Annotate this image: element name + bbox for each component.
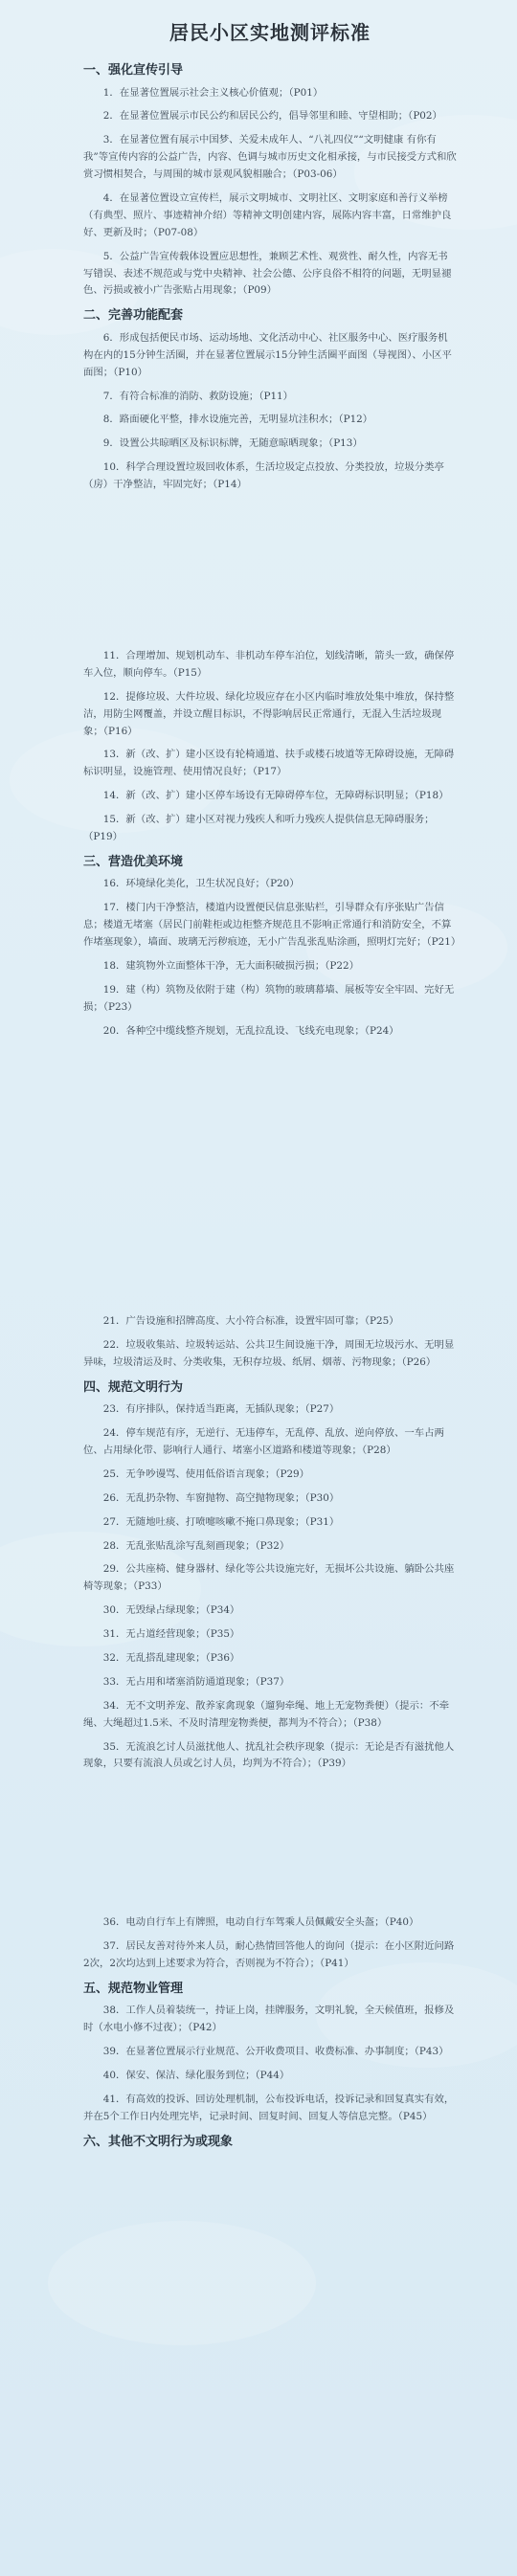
criterion-item: 30．无毁绿占绿现象；（P34） <box>102 1604 240 1617</box>
criterion-item: 8．路面硬化平整，排水设施完善，无明显坑洼积水；（P12） <box>102 414 373 426</box>
criterion-item: 12．提修垃圾、大件垃圾、绿化垃圾应存在小区内临时堆放处集中堆放，保持整洁，用防尘网覆盖，并设立醒目标识，不得影响居民正常通行，无混入生活垃圾现象；（P16） <box>83 690 455 737</box>
criterion-item: 27．无随地吐痰、打喷嚏咳嗽不掩口鼻现象；（P31） <box>102 1515 340 1528</box>
criterion-item: 39．在显著位置展示行业规范、公开收费项目、收费标准、办事制度；（P43） <box>102 2046 449 2057</box>
criterion-item: 40．保安、保洁、绿化服务到位；（P44） <box>102 2069 290 2081</box>
criterion-item: 29．公共座椅、健身器材、绿化等公共设施完好，无损坏公共设施、躺卧公共座椅等现象；（P33） <box>83 1563 455 1593</box>
criterion-item: 9．设置公共晾晒区及标识标牌，无随意晾晒现象；（P13） <box>102 437 363 450</box>
page-title: 居民小区实地测评标准 <box>169 21 371 44</box>
section-block-4 <box>83 1915 457 2156</box>
criterion-item: 26．无乱扔杂物、车窗抛物、高空抛物现象；（P30） <box>102 1491 340 1504</box>
section-heading: 三、营造优美环境 <box>83 854 184 869</box>
section-heading: 一、强化宣传引导 <box>83 63 184 78</box>
criterion-item: 31．无占道经营现象；（P35） <box>102 1628 240 1641</box>
criterion-item: 21．广告设施和招牌高度、大小符合标准，设置牢固可靠；（P25） <box>102 1315 399 1327</box>
criterion-item: 34．无不文明养宠、散养家禽现象（遛狗牵绳、地上无宠物粪便）（提示：不牵绳、大绳超过1.5米、不及时清理宠物粪便，都判为不符合）；（P38） <box>83 1699 450 1729</box>
section-heading: 四、规范文明行为 <box>83 1379 184 1395</box>
criterion-item: 37．居民友善对待外来人员，耐心热情回答他人的询问（提示：在小区附近问路2次，2次均达到上述要求为符合，否则视为不符合）；（P41） <box>83 1939 455 1969</box>
criterion-item: 18．建筑物外立面整体干净，无大面积破损污损；（P22） <box>102 960 360 973</box>
criterion-item: 38．工作人员着装统一，持证上岗，挂牌服务，文明礼貌，全天候值班，报修及时（水电小修不过夜）；（P42） <box>83 2005 455 2034</box>
criterion-item: 10．科学合理设置垃圾回收体系，生活垃圾定点投放、分类投放，垃圾分类亭（房）干净整洁，牢固完好；（P14） <box>83 461 444 491</box>
criterion-item: 16．环境绿化美化，卫生状况良好；（P20） <box>102 878 300 890</box>
section-block-2 <box>83 648 461 1047</box>
section-heading: 二、完善功能配套 <box>83 308 184 324</box>
criterion-item: 20．各种空中缆线整齐规划，无乱拉乱设、飞线充电现象；（P24） <box>102 1024 399 1037</box>
criterion-item: 6．形成包括便民市场、运动场地、文化活动中心、社区服务中心、医疗服务机构在内的15分钟生活圈，并在显著位置展示15分钟生活圈平面图（导视图）、小区平面图；（P10） <box>83 331 452 378</box>
criterion-item: 41．有高效的投诉、回访处理机制，公布投诉电话，投诉记录和回复真实有效，并在5个工作日内处理完毕，记录时间、回复时间、回复人等信息完整。（P45） <box>83 2093 455 2122</box>
section-heading: 五、规范物业管理 <box>83 1981 184 1996</box>
section-block-3 <box>83 1313 457 1780</box>
section-heading: 六、其他不文明行为或现象 <box>83 2134 234 2149</box>
criterion-item: 25．无争吵谩骂、使用低俗语言现象；（P29） <box>102 1467 310 1480</box>
decorative-cloud <box>48 2221 316 2345</box>
criterion-item: 11．合理增加、规划机动车、非机动车停车泊位，划线清晰，箭头一致，确保停车入位，顺向停车。（P15） <box>83 650 455 679</box>
criterion-item: 2．在显著位置展示市民公约和居民公约，倡导邻里和睦、守望相助；（P02） <box>102 110 442 123</box>
criterion-item: 14．新（改、扩）建小区停车场设有无障碍停车位，无障碍标识明显；（P18） <box>102 790 449 802</box>
criterion-item: 32．无乱搭乱建现象；（P36） <box>102 1652 240 1665</box>
section-block-1 <box>83 17 457 501</box>
criterion-item: 15．新（改、扩）建小区对视力残疾人和听力残疾人提供信息无障碍服务；（P19） <box>83 814 435 843</box>
criterion-item: 17．楼门内干净整洁，楼道内设置便民信息张贴栏，引导群众有序张贴广告信息；楼道无堵塞（居民门前鞋柜或边柜整齐规范且不影响正常通行和消防安全，不算作堵塞现象），墙面、玻璃无污秽痕迹，无小广告乱张乱贴涂画，照明灯完好；（P21） <box>83 902 461 949</box>
criterion-item: 24．停车规范有序，无逆行、无违停车，无乱停、乱放、逆向停放、一车占两位、占用绿化带、影响行人通行、堵塞小区道路和楼道等现象；（P28） <box>83 1427 444 1456</box>
criterion-item: 23．有序排队，保持适当距离，无插队现象；（P27） <box>102 1403 340 1416</box>
criterion-item: 19．建（构）筑物及依附于建（构）筑物的玻璃幕墙、展板等安全牢固、完好无损；（P23） <box>83 983 455 1013</box>
criterion-item: 35．无流浪乞讨人员滋扰他人、扰乱社会秩序现象（提示：无论是否有滋扰他人现象，只要有流浪人员或乞讨人员，均判为不符合）；（P39） <box>83 1740 455 1770</box>
criterion-item: 28．无乱张贴乱涂写乱刻画现象；（P32） <box>102 1539 290 1552</box>
criterion-item: 22．垃圾收集站、垃圾转运站、公共卫生间设施干净，周围无垃圾污水、无明显异味，垃圾清运及时、分类收集，无积存垃圾、纸屑、烟蒂、污物现象；（P26） <box>83 1338 455 1368</box>
criterion-item: 1．在显著位置展示社会主义核心价值观；（P01） <box>102 86 324 99</box>
criterion-item: 7．有符合标准的消防、救防设施；（P11） <box>102 390 294 402</box>
criterion-item: 36．电动自行车上有牌照，电动自行车驾乘人员佩戴安全头盔；（P40） <box>102 1916 419 1928</box>
criterion-item: 13．新（改、扩）建小区设有轮椅通道、扶手或楼石坡道等无障碍设施，无障碍标识明显，设施管理、使用情况良好；（P17） <box>83 749 455 778</box>
criterion-item: 33．无占用和堵塞消防通道现象；（P37） <box>102 1675 290 1688</box>
criterion-item: 4．在显著位置设立宣传栏，展示文明城市、文明社区、文明家庭和善行义举榜（有典型、照片、事迹精神介绍）等精神文明创建内容，展陈内容丰富，日常维护良好、更新及时；（P07-08） <box>83 192 452 238</box>
criterion-item: 5．公益广告宣传载体设置应思想性，兼顾艺术性、观赏性、耐久性，内容无书写错误、表述不规范或与党中央精神、社会公德、公序良俗不相符的问题，无明显褪色、污损或被小广告张贴占用现象；（P09） <box>83 250 452 297</box>
criterion-item: 3．在显著位置有展示中国梦、关爱未成年人、“八礼四仪”“文明健康 有你有我”等宣传内容的公益广告，内容、色调与城市历史文化相承接，与市民接受方式和欣赏习惯相契合，与周围的城市景观风貌相融合；（P03-06） <box>83 134 457 181</box>
